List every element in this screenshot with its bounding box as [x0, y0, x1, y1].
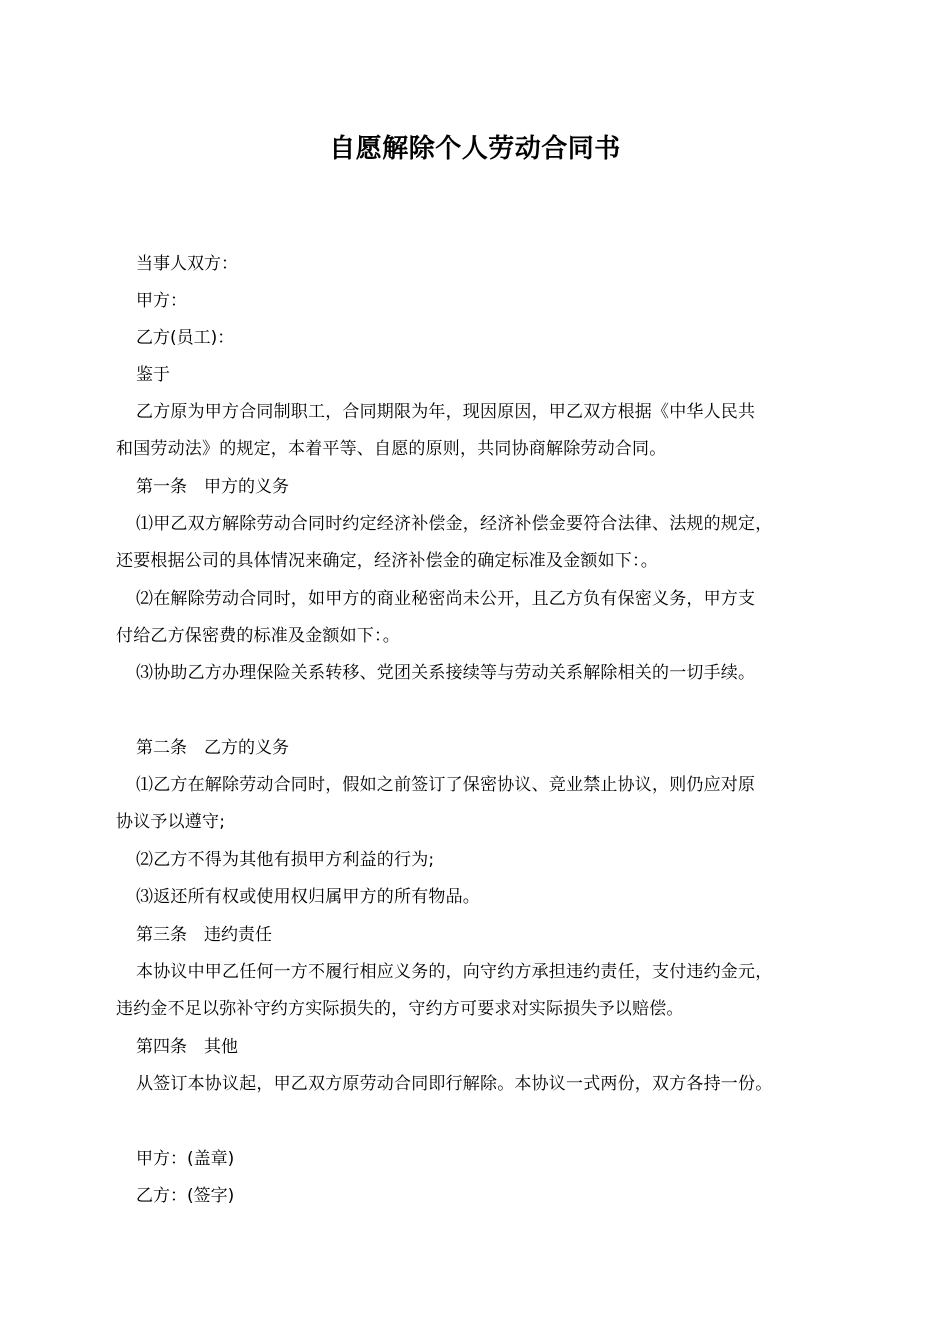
- article-3-paragraph-line: 本协议中甲乙任何一方不履行相应义务的，向守约方承担违约责任，支付违约金元，: [136, 962, 773, 982]
- party-b-label: 乙方(员工)：: [136, 328, 235, 348]
- article-3-paragraph-line: 违约金不足以弥补守约方实际损失的，守约方可要求对实际损失予以赔偿。: [116, 999, 684, 1019]
- article-1-item-line: ⑴甲乙双方解除劳动合同时约定经济补偿金，经济补偿金要符合法律、法规的规定，: [136, 514, 773, 534]
- party-b-signature-line: 乙方：(签字): [136, 1186, 235, 1206]
- article-2-item-line: 协议予以遵守;: [116, 812, 226, 832]
- article-3-heading: 第三条 违约责任: [136, 925, 272, 945]
- article-2-item-line: ⑵乙方不得为其他有损甲方利益的行为;: [136, 850, 435, 870]
- whereas-label: 鉴于: [136, 365, 170, 385]
- article-2-heading: 第二条 乙方的义务: [136, 738, 289, 758]
- article-1-heading: 第一条 甲方的义务: [136, 477, 289, 497]
- article-1-item-line: 还要根据公司的具体情况来确定，经济补偿金的确定标准及金额如下：。: [116, 551, 658, 571]
- article-1-item-line: ⑶协助乙方办理保险关系转移、党团关系接续等与劳动关系解除相关的一切手续。: [136, 663, 756, 683]
- party-a-label: 甲方：: [136, 291, 187, 311]
- article-2-item-line: ⑴乙方在解除劳动合同时，假如之前签订了保密协议、竞业禁止协议，则仍应对原: [136, 775, 756, 795]
- article-4-paragraph: 从签订本协议起，甲乙双方原劳动合同即行解除。本协议一式两份，双方各持一份。: [136, 1074, 773, 1094]
- article-2-item-line: ⑶返还所有权或使用权归属甲方的所有物品。: [136, 887, 480, 907]
- parties-label: 当事人双方：: [136, 254, 238, 274]
- recital-paragraph-line: 和国劳动法》的规定，本着平等、自愿的原则，共同协商解除劳动合同。: [116, 439, 667, 459]
- party-a-signature-line: 甲方：(盖章): [136, 1149, 235, 1169]
- article-4-heading: 第四条 其他: [136, 1037, 238, 1057]
- article-1-item-line: 付给乙方保密费的标准及金额如下：。: [116, 626, 400, 646]
- article-1-item-line: ⑵在解除劳动合同时，如甲方的商业秘密尚未公开，且乙方负有保密义务，甲方支: [136, 589, 756, 609]
- document-title: 自愿解除个人劳动合同书: [329, 134, 621, 164]
- recital-paragraph-line: 乙方原为甲方合同制职工，合同期限为年，现因原因，甲乙双方根据《中华人民共: [136, 402, 756, 422]
